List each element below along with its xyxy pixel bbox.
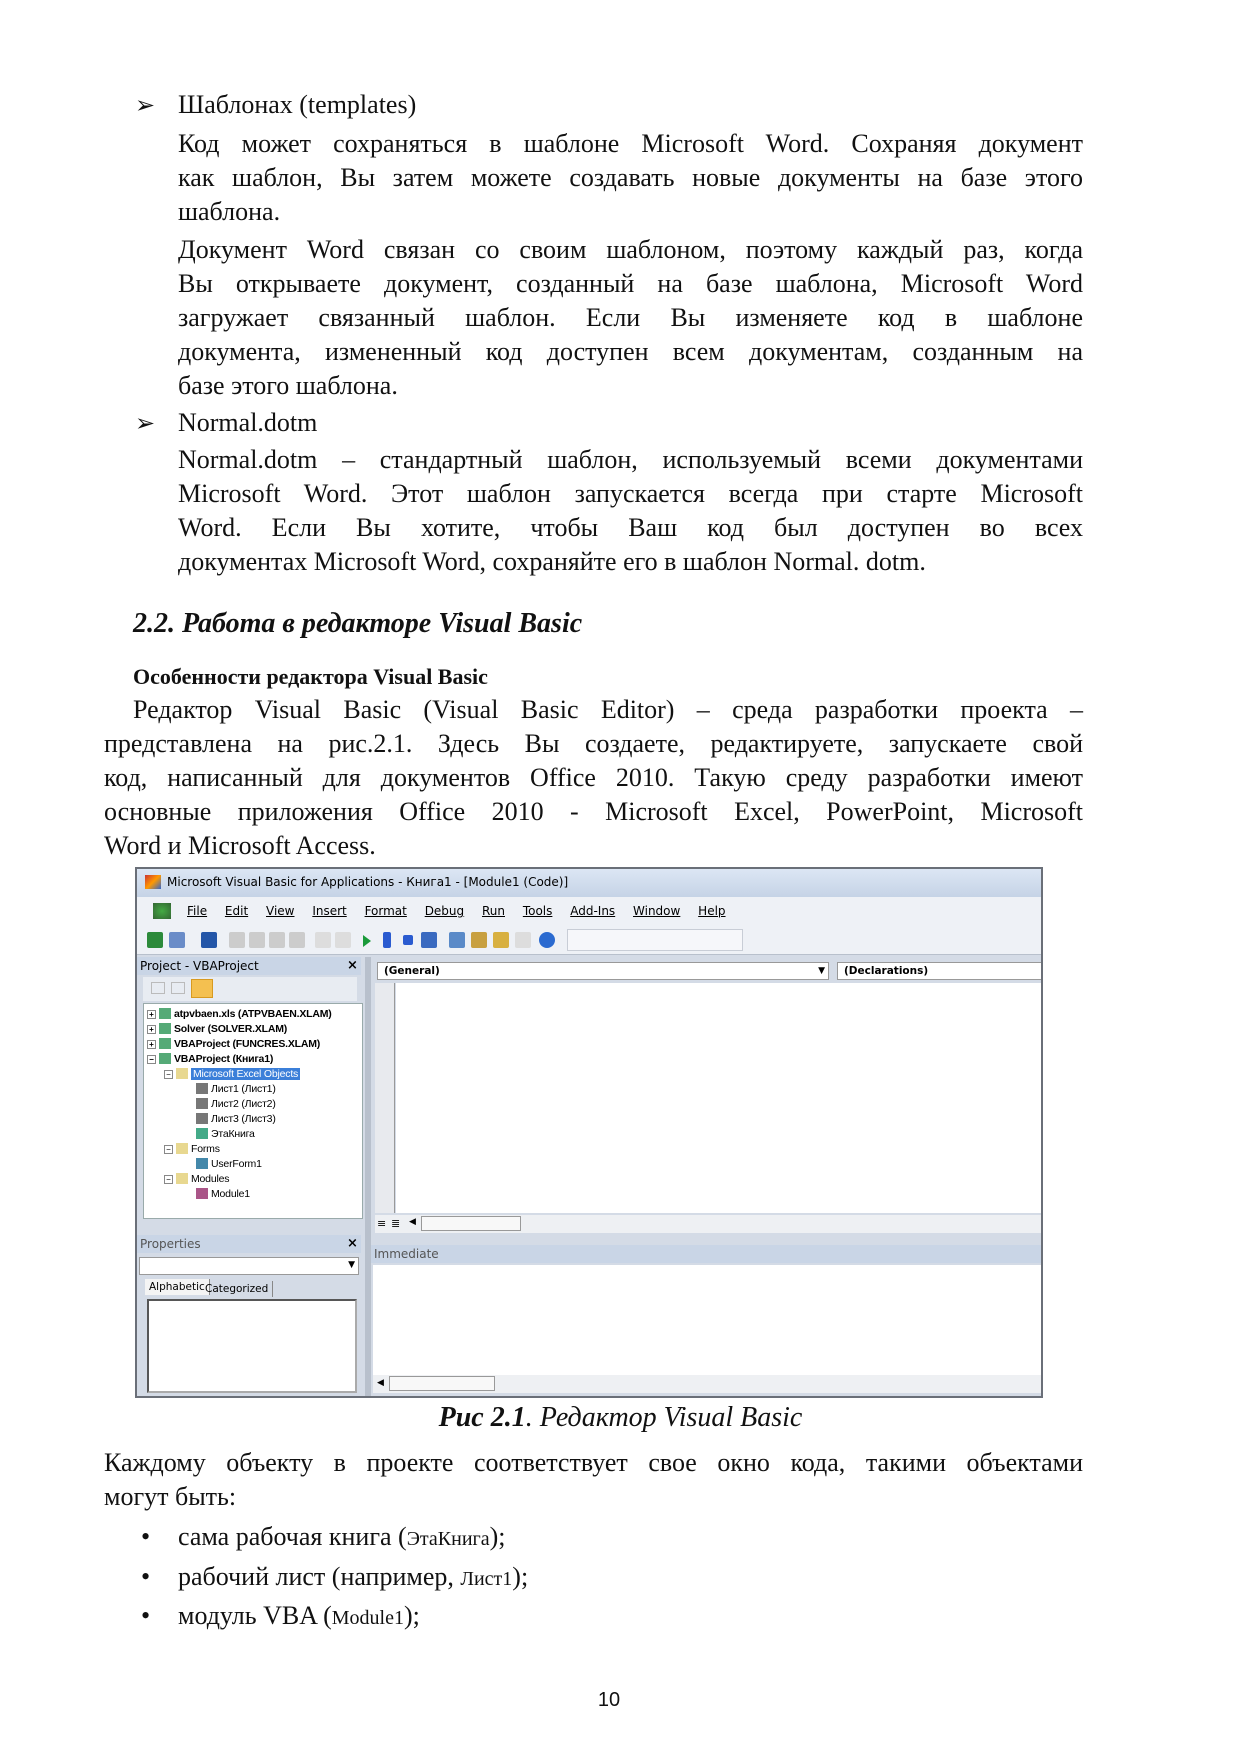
chevron-down-icon: ▼ bbox=[818, 966, 825, 976]
figure-caption: Рис 2.1. Редактор Visual Basic bbox=[438, 1402, 803, 1433]
menu-format[interactable]: Format bbox=[364, 904, 407, 918]
tree-item[interactable]: + VBAProject (FUNCRES.XLAM) bbox=[147, 1038, 320, 1050]
paste-icon[interactable] bbox=[269, 932, 285, 948]
reset-icon[interactable] bbox=[403, 935, 413, 945]
project-tree bbox=[143, 1003, 363, 1219]
code-editor[interactable] bbox=[396, 983, 1043, 1213]
declarations-dropdown[interactable]: (Declarations) bbox=[837, 962, 1043, 980]
intro-l2: представлена на рис.2.1. Здесь Вы создаете, редактируете, запускаете свой bbox=[104, 729, 1083, 758]
design-mode-icon[interactable] bbox=[421, 932, 437, 948]
templates-p1-l3: шаблона. bbox=[178, 197, 281, 226]
folder-icon bbox=[176, 1068, 188, 1079]
vba-editor-screenshot bbox=[135, 867, 1043, 1398]
menu-bar bbox=[137, 897, 1041, 925]
undo-icon[interactable] bbox=[315, 932, 331, 948]
properties-panel-title: Properties bbox=[137, 1235, 361, 1253]
copy-icon[interactable] bbox=[249, 932, 265, 948]
tree-item[interactable]: − Forms bbox=[164, 1143, 220, 1155]
object-selector-dropdown[interactable] bbox=[139, 1257, 359, 1275]
normal-p-l3: Word. Если Вы хотите, чтобы Ваш код был доступен во всех bbox=[178, 513, 1083, 542]
bullet-icon: • bbox=[141, 1562, 151, 1591]
break-icon[interactable] bbox=[383, 932, 391, 948]
arrow-bullet-icon: ➢ bbox=[135, 91, 156, 119]
vba-app-icon bbox=[145, 875, 161, 889]
section-heading: 2.2. Работа в редакторе Visual Basic bbox=[133, 608, 583, 639]
templates-p1-l1: Код может сохраняться в шаблоне Microsoft Word. Сохраняя документ bbox=[178, 129, 1083, 158]
intro-l3: код, написанный для документов Office 2010. Такую среду разработки имеют bbox=[104, 763, 1083, 792]
properties-close-icon[interactable]: × bbox=[347, 1236, 358, 1251]
project-panel-title: Project - VBAProject bbox=[137, 957, 361, 975]
menu-file[interactable]: File bbox=[187, 904, 208, 918]
bullet-normal: Normal.dotm bbox=[178, 408, 318, 437]
intro-l4: основные приложения Office 2010 - Microsoft Excel, PowerPoint, Microsoft bbox=[104, 797, 1083, 826]
intro-l5: Word и Microsoft Access. bbox=[104, 831, 376, 860]
properties-grid bbox=[147, 1299, 357, 1393]
project-icon bbox=[159, 1023, 171, 1034]
save-icon[interactable] bbox=[201, 932, 217, 948]
project-close-icon[interactable]: × bbox=[347, 958, 358, 973]
chevron-down-icon: ▼ bbox=[348, 1260, 355, 1270]
window-title: Microsoft Visual Basic for Applications - Книга1 - [Module1 (Code)] bbox=[167, 875, 569, 889]
properties-window-icon[interactable] bbox=[471, 932, 487, 948]
scroll-left-icon[interactable]: ◀ bbox=[409, 1217, 416, 1227]
run-icon[interactable] bbox=[363, 935, 371, 947]
folder-icon bbox=[176, 1173, 188, 1184]
excel-view-icon bbox=[153, 903, 171, 919]
view-code-icon[interactable] bbox=[151, 982, 165, 994]
immediate-hscrollbar[interactable] bbox=[373, 1375, 1043, 1393]
tab-alphabetic[interactable]: Alphabetic bbox=[145, 1279, 210, 1295]
tree-item[interactable]: Лист3 (Лист3) bbox=[196, 1113, 276, 1125]
page-number: 10 bbox=[597, 1689, 621, 1711]
position-field bbox=[567, 929, 743, 951]
objects-para-l2: могут быть: bbox=[104, 1482, 237, 1511]
menu-debug[interactable]: Debug bbox=[424, 904, 465, 918]
templates-p2-l2: Вы открываете документ, созданный на базе шаблона, Microsoft Word bbox=[178, 269, 1083, 298]
sheet-icon bbox=[196, 1083, 208, 1094]
tree-item[interactable]: + Solver (SOLVER.XLAM) bbox=[147, 1023, 287, 1035]
menu-edit[interactable]: Edit bbox=[224, 904, 249, 918]
tree-item[interactable]: ЭтаКнига bbox=[196, 1128, 255, 1140]
list-item: модуль VBA (Module1); bbox=[178, 1601, 420, 1630]
menu-tools[interactable]: Tools bbox=[522, 904, 553, 918]
toolbox-icon[interactable] bbox=[515, 932, 531, 948]
full-module-view-icon[interactable]: ≣ bbox=[391, 1217, 401, 1230]
view-object-icon[interactable] bbox=[171, 982, 185, 994]
normal-p-l4: документах Microsoft Word, сохраняйте его в шаблон Normal. dotm. bbox=[178, 547, 926, 576]
tree-item[interactable]: + atpvbaen.xls (ATPVBAEN.XLAM) bbox=[147, 1008, 332, 1020]
tree-item[interactable]: Module1 bbox=[196, 1188, 250, 1200]
normal-p-l2: Microsoft Word. Этот шаблон запускается всегда при старте Microsoft bbox=[178, 479, 1083, 508]
project-icon bbox=[159, 1038, 171, 1049]
intro-l1: Редактор Visual Basic (Visual Basic Editor) – среда разработки проекта – bbox=[133, 695, 1083, 724]
workbook-icon bbox=[196, 1128, 208, 1139]
sheet-icon bbox=[196, 1098, 208, 1109]
scroll-thumb[interactable] bbox=[421, 1216, 521, 1231]
folder-icon bbox=[176, 1143, 188, 1154]
section-subheading: Особенности редактора Visual Basic bbox=[133, 664, 488, 689]
tree-item[interactable]: − Modules bbox=[164, 1173, 229, 1185]
project-explorer-icon[interactable] bbox=[449, 932, 465, 948]
project-icon bbox=[159, 1008, 171, 1019]
menu-view[interactable]: View bbox=[266, 904, 295, 918]
excel-icon[interactable] bbox=[147, 932, 163, 948]
menu-add-ins[interactable]: Add-Ins bbox=[570, 904, 616, 918]
menu-help[interactable]: Help bbox=[698, 904, 726, 918]
scroll-left-icon[interactable]: ◀ bbox=[377, 1378, 384, 1388]
objects-para-l1: Каждому объекту в проекте соответствует свое окно кода, такими объектами bbox=[104, 1448, 1083, 1477]
templates-p2-l5: базе этого шаблона. bbox=[178, 371, 398, 400]
splitter[interactable] bbox=[365, 957, 371, 1398]
help-icon[interactable] bbox=[539, 932, 555, 948]
immediate-editor[interactable] bbox=[373, 1265, 1043, 1375]
insert-userform-icon[interactable] bbox=[169, 932, 185, 948]
redo-icon[interactable] bbox=[335, 932, 351, 948]
object-browser-icon[interactable] bbox=[493, 932, 509, 948]
tree-item[interactable]: − VBAProject (Книга1) bbox=[147, 1053, 273, 1065]
standard-toolbar bbox=[137, 925, 1041, 955]
procedure-view-icon[interactable]: ≡ bbox=[377, 1217, 387, 1230]
templates-p1-l2: как шаблон, Вы затем можете создавать новые документы на базе этого bbox=[178, 163, 1083, 192]
project-toolbar bbox=[143, 977, 357, 1001]
userform-icon bbox=[196, 1158, 208, 1169]
tree-item[interactable]: Лист2 (Лист2) bbox=[196, 1098, 276, 1110]
find-icon[interactable] bbox=[289, 932, 305, 948]
list-item: рабочий лист (например, Лист1); bbox=[178, 1562, 529, 1591]
sheet-icon bbox=[196, 1113, 208, 1124]
bullet-icon: • bbox=[141, 1601, 151, 1630]
tree-item[interactable]: UserForm1 bbox=[196, 1158, 262, 1170]
tree-item[interactable]: Лист1 (Лист1) bbox=[196, 1083, 276, 1095]
templates-p2-l4: документа, измененный код доступен всем документам, созданным на bbox=[178, 337, 1083, 366]
bullet-icon: • bbox=[141, 1522, 151, 1551]
menu-window[interactable]: Window bbox=[633, 904, 681, 918]
immediate-panel-title: Immediate bbox=[371, 1245, 1043, 1263]
menu-insert[interactable]: Insert bbox=[312, 904, 347, 918]
bullet-templates: Шаблонах (templates) bbox=[178, 90, 417, 119]
window-title-bar bbox=[137, 869, 1041, 897]
code-margin bbox=[375, 983, 395, 1213]
list-item: сама рабочая книга (ЭтаКнига); bbox=[178, 1522, 506, 1551]
project-icon bbox=[159, 1053, 171, 1064]
toggle-folders-icon[interactable] bbox=[191, 979, 213, 998]
scroll-thumb[interactable] bbox=[389, 1376, 495, 1391]
arrow-bullet-icon: ➢ bbox=[135, 409, 156, 437]
normal-p-l1: Normal.dotm – стандартный шаблон, используемый всеми документами bbox=[178, 445, 1083, 474]
templates-p2-l3: загружает связанный шаблон. Если Вы изменяете код в шаблоне bbox=[178, 303, 1083, 332]
module-icon bbox=[196, 1188, 208, 1199]
menu-run[interactable]: Run bbox=[481, 904, 505, 918]
tab-categorized[interactable]: Categorized bbox=[201, 1281, 273, 1297]
tree-item-selected[interactable]: − Microsoft Excel Objects bbox=[164, 1068, 300, 1080]
templates-p2-l1: Документ Word связан со своим шаблоном, поэтому каждый раз, когда bbox=[178, 235, 1083, 264]
cut-icon[interactable] bbox=[229, 932, 245, 948]
general-dropdown[interactable]: (General) ▼ bbox=[377, 962, 829, 980]
code-hscrollbar[interactable] bbox=[375, 1215, 1043, 1233]
